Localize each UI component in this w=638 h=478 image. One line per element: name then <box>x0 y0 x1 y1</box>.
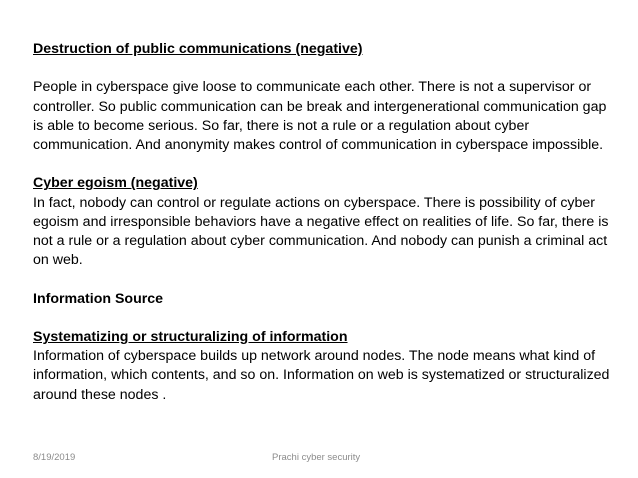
footer-date: 8/19/2019 <box>33 452 76 463</box>
section-body-destruction: People in cyberspace give loose to communicate each other. There is not a supervisor or controller. So public communication can be break and intergenerational communication gap is able to become serious. So far, there is not a rule or a regulation about cyber communication. And anonymity makes control of communication in cyberspace impossible. <box>33 79 607 153</box>
footer-title: Prachi cyber security <box>272 452 361 463</box>
section-heading-cyber-egoism: Cyber egoism (negative) <box>33 175 198 192</box>
slide-content <box>33 40 613 405</box>
section-body-systematizing: Information of cyberspace builds up network around nodes. The node means what kind of information, which contents, and so on. Information on web is systematized or structuralized around these nodes . <box>33 348 610 403</box>
spacer <box>33 155 613 174</box>
section-heading-systematizing: Systematizing or structuralizing of information <box>33 328 348 345</box>
spacer <box>33 309 613 328</box>
section-heading-destruction: Destruction of public communications (negative) <box>33 41 363 57</box>
spacer <box>33 59 613 78</box>
section-heading-information-source: Information Source <box>33 290 164 307</box>
section-body-cyber-egoism: In fact, nobody can control or regulate actions on cyberspace. There is possibility of cyber egoism and irresponsible behaviors have a negative effect on realities of life. So far, there is not a rule or a regulation about cyber communication. And nobody can punish a criminal act on web. <box>33 194 609 269</box>
spacer <box>33 270 613 289</box>
